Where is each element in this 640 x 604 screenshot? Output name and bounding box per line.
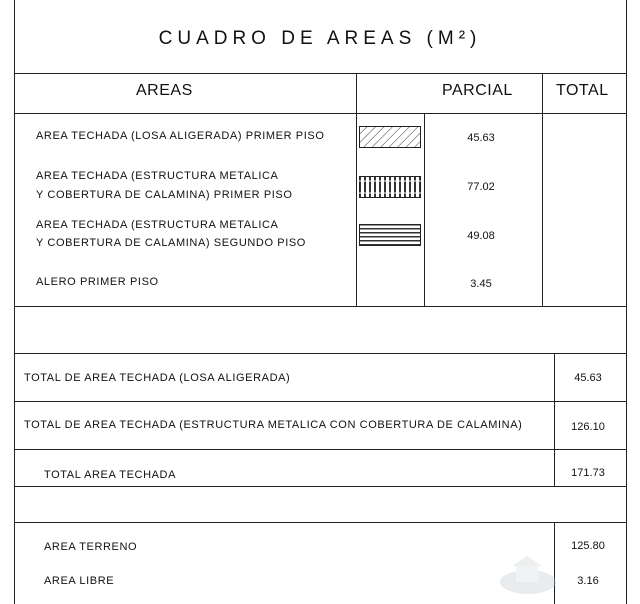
total-value: 171.73 [571, 467, 605, 479]
total-label: TOTAL AREA TECHADA [44, 469, 177, 481]
total-value: 126.10 [571, 421, 605, 433]
divider [14, 353, 627, 354]
total-value: 45.63 [574, 372, 602, 384]
total-label: TOTAL DE AREA TECHADA (ESTRUCTURA METALICA CON COBERTURA DE CALAMINA) [24, 419, 523, 431]
horizontal-stripe-hatch-swatch [359, 224, 421, 246]
land-value: 125.80 [571, 540, 605, 552]
page-title: CUADRO DE AREAS (M²) [158, 28, 482, 49]
divider [14, 522, 627, 523]
diagonal-hatch-swatch [359, 126, 421, 148]
divider [14, 306, 627, 307]
parcial-value: 3.45 [470, 278, 492, 290]
row-label: Y COBERTURA DE CALAMINA) PRIMER PISO [36, 189, 293, 201]
total-label: TOTAL DE AREA TECHADA (LOSA ALIGERADA) [24, 372, 291, 384]
divider [14, 486, 627, 487]
land-label: AREA TERRENO [44, 541, 138, 553]
land-label: AREA LIBRE [44, 575, 115, 587]
row-label: Y COBERTURA DE CALAMINA) SEGUNDO PISO [36, 237, 306, 249]
row-label: AREA TECHADA (ESTRUCTURA METALICA [36, 170, 279, 182]
column-header-parcial: PARCIAL [442, 82, 513, 99]
divider [554, 353, 555, 486]
row-label: AREA TECHADA (ESTRUCTURA METALICA [36, 219, 279, 231]
column-header-areas: AREAS [136, 82, 193, 99]
parcial-value: 45.63 [467, 132, 495, 144]
table-border-left [14, 0, 15, 604]
watermark-logo [496, 556, 560, 598]
divider [14, 113, 627, 114]
land-value: 3.16 [577, 575, 599, 587]
divider [14, 401, 627, 402]
table-border-right [626, 0, 627, 604]
parcial-value: 49.08 [467, 230, 495, 242]
divider [14, 449, 627, 450]
divider [424, 113, 425, 306]
vertical-stripe-hatch-swatch [359, 176, 421, 198]
row-label: AREA TECHADA (LOSA ALIGERADA) PRIMER PISO [36, 130, 325, 142]
parcial-value: 77.02 [467, 181, 495, 193]
column-header-total: TOTAL [556, 82, 609, 99]
divider [14, 73, 627, 74]
row-label: ALERO PRIMER PISO [36, 276, 159, 288]
divider [542, 73, 543, 306]
divider [356, 73, 357, 306]
